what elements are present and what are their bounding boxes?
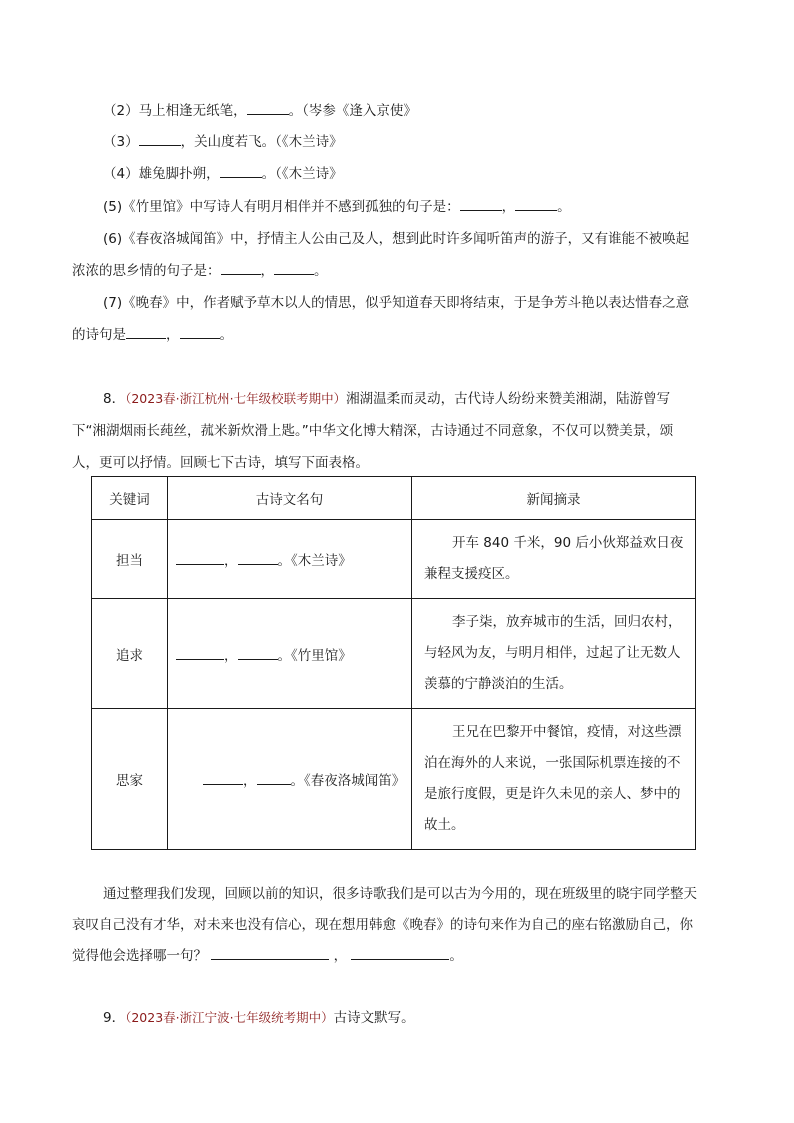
summary-line1: 通过整理我们发现，回顾以前的知识，很多诗歌我们是可以古为今用的，现在班级里的晓宇同学整天: [103, 886, 697, 902]
q8-source-tag: （2023春·浙江杭州·七年级校联考期中）: [125, 391, 347, 406]
answer-blank[interactable]: [257, 772, 291, 785]
summary-line3: 觉得他会选择哪一句？ ， 。: [72, 948, 463, 964]
answer-blank[interactable]: [139, 133, 181, 146]
news-cell: 开车 840 千米，90 后小伙郑益欢日夜兼程支援疫区。: [412, 520, 696, 599]
keyword-cell: 思家: [92, 709, 168, 850]
answer-blank[interactable]: [176, 647, 224, 660]
q7-item-2: （2）马上相逢无纸笔， 。（岑参《逢入京使》: [103, 103, 417, 119]
table-header-row: [92, 477, 696, 520]
news-cell: 王兄在巴黎开中餐馆，疫情，对这些漂泊在海外的人来说，一张国际机票连接的不是旅行度假，更是许久未见的亲人、梦中的故土。: [412, 709, 696, 850]
keyword-cell: 追求: [92, 599, 168, 709]
answer-blank[interactable]: [221, 262, 261, 275]
poem-cell: ， 。《竹里馆》: [168, 599, 412, 709]
header-keyword: 关键词: [92, 477, 168, 520]
q8-heading: 8．（2023春·浙江杭州·七年级校联考期中）湘湖温柔而灵动，古代诗人纷纷来赞美湘湖，陆游曾写: [103, 391, 671, 407]
answer-blank[interactable]: [180, 326, 220, 339]
q8-line2: 下“湘湖烟雨长莼丝，菰米新炊滑上匙。”中华文化博大精深，古诗通过不同意象，不仅可以赞美景，颂: [72, 423, 674, 439]
poem-news-table: [91, 476, 696, 850]
answer-blank[interactable]: [238, 647, 278, 660]
answer-blank[interactable]: [515, 198, 557, 211]
q7-item-3: （3） ，关山度若飞。（《木兰诗》: [103, 134, 343, 150]
answer-blank[interactable]: [238, 552, 278, 565]
header-news-excerpt: 新闻摘录: [412, 477, 696, 520]
q7-item-6-line2: 浓浓的思乡情的句子是： ， 。: [72, 263, 328, 279]
answer-blank[interactable]: [274, 262, 314, 275]
answer-blank[interactable]: [176, 552, 224, 565]
q7-item-7-line1: (7)《晚春》中，作者赋予草木以人的情思，似乎知道春天即将结束，于是争芳斗艳以表达惜春之意: [103, 295, 690, 311]
q7-item-7-line2: 的诗句是 ， 。: [72, 327, 233, 343]
answer-blank[interactable]: [211, 947, 329, 960]
answer-blank[interactable]: [351, 947, 449, 960]
q9-heading: 9．（2023春·浙江宁波·七年级统考期中）古诗文默写。: [103, 1010, 415, 1026]
answer-blank[interactable]: [220, 165, 262, 178]
table-row: [92, 599, 696, 709]
poem-cell: ， 。《春夜洛城闻笛》: [168, 709, 412, 850]
q8-line3: 人，更可以抒情。回顾七下古诗，填写下面表格。: [72, 455, 369, 471]
q7-item-5: (5)《竹里馆》中写诗人有明月相伴并不感到孤独的句子是： ， 。: [103, 199, 571, 215]
answer-blank[interactable]: [203, 772, 243, 785]
q9-source-tag: （2023春·浙江宁波·七年级统考期中）: [125, 1010, 334, 1025]
q7-item-4: （4）雄兔脚扑朔， 。（《木兰诗》: [103, 166, 343, 182]
keyword-cell: 担当: [92, 520, 168, 599]
table-row: [92, 709, 696, 850]
summary-line2: 哀叹自己没有才华，对未来也没有信心，现在想用韩愈《晚春》的诗句来作为自己的座右铭激励自己，你: [72, 917, 693, 933]
answer-blank[interactable]: [460, 198, 502, 211]
poem-cell: ， 。《木兰诗》: [168, 520, 412, 599]
q7-item-6-line1: (6)《春夜洛城闻笛》中，抒情主人公由己及人，想到此时许多闻听笛声的游子，又有谁能不被唤起: [103, 231, 690, 247]
answer-blank[interactable]: [126, 326, 166, 339]
answer-blank[interactable]: [247, 102, 289, 115]
news-cell: 李子柒，放弃城市的生活，回归农村，与轻风为友，与明月相伴，过起了让无数人羡慕的宁静淡泊的生活。: [412, 599, 696, 709]
table-row: [92, 520, 696, 599]
header-poem-line: 古诗文名句: [168, 477, 412, 520]
